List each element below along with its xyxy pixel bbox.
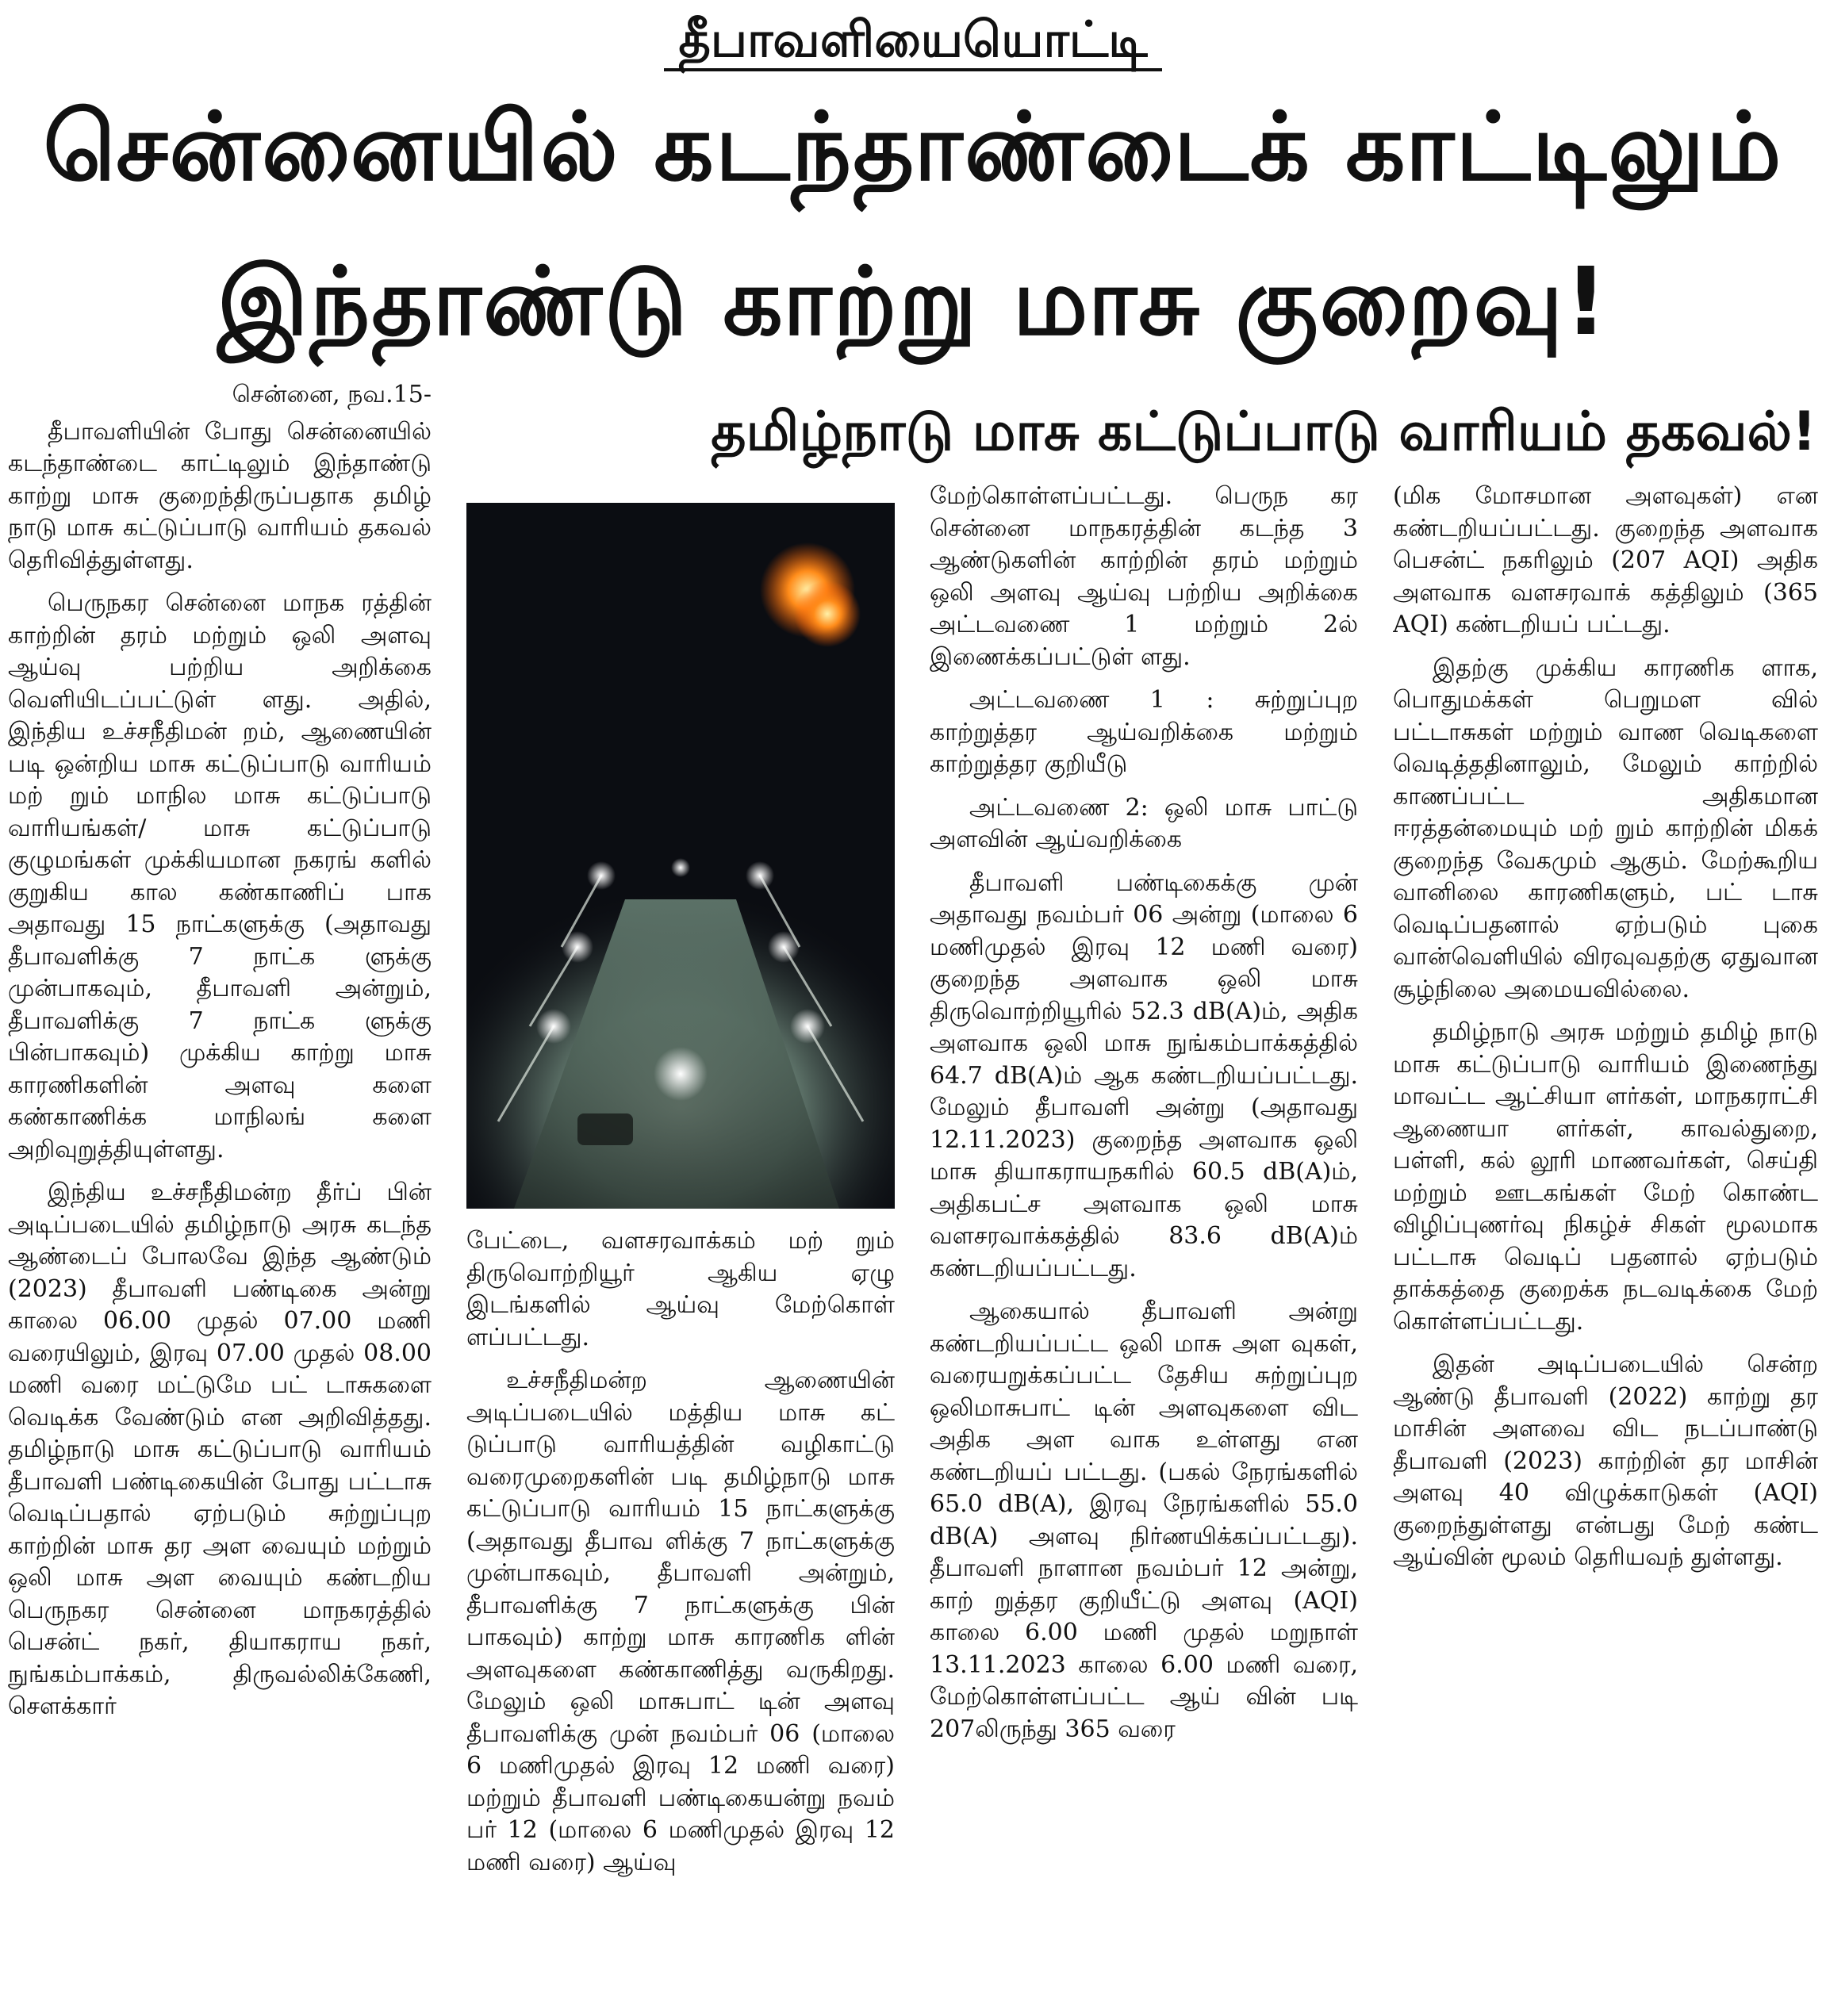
article-column-2 (466, 1225, 895, 2013)
paragraph: தீபாவளியின் போது சென்னையில் கடந்தாண்டை காட்டிலும் இந்தாண்டு காற்று மாசு குறைந்திருப்பதாக தமிழ் நாடு மாசு கட்டுப்பாடு வாரியம் தகவல் தெரிவித்துள்ளது. (8, 417, 432, 574)
kicker-text: தீபாவளியையொட்டி (664, 10, 1161, 71)
photo-car (577, 1113, 633, 1145)
paragraph: இதற்கு முக்கிய காரணிக ளாக, பொதுமக்கள் பெறுமள வில் பட்டாசுகள் மற்றும் வாண வெடிகளை வெடித்ததினாலும், மேலும் காற்றில் காணப்பட்ட அதிகமான ஈரத்தன்மையும் மற் றும் காற்றின் மிகக் குறைந்த வேகமும் ஆகும். மேற்கூறிய வானிலை காரணிகளும், பட் டாசு வெடிப்பதனால் ஏற்படும் புகை வான்வெளியில் விரவுவதற்கு ஏதுவான சூழ்நிலை அமையவில்லை. (1393, 653, 1818, 1003)
article-column-3 (930, 481, 1358, 2013)
table-reference-1: அட்டவணை 1 : சுற்றுப்புற காற்றுத்தர ஆய்வறிக்கை மற்றும் காற்றுத்தர குறியீடு (930, 686, 1358, 778)
paragraph: தமிழ்நாடு அரசு மற்றும் தமிழ் நாடு மாசு கட்டுப்பாடு வாரியம் இணைந்து மாவட்ட ஆட்சியா ளர்கள், மாநகராட்சி ஆணையா ளர்கள், காவல்துறை, பள்ளி, கல் லூரி மாணவர்கள், செய்தி மற்றும் ஊடகங்கள் மேற் கொண்ட விழிப்புணர்வு நிகழ்ச் சிகள் மூலமாக பட்டாசு வெடிப் பதனால் ஏற்படும் தாக்கத்தை குறைக்க நடவடிக்கை மேற் கொள்ளப்பட்டது. (1393, 1018, 1818, 1336)
table-reference-2: அட்டவணை 2: ஒலி மாசு பாட்டு அளவின் ஆய்வறிக்கை (930, 793, 1358, 853)
paragraph: இதன் அடிப்படையில் சென்ற ஆண்டு தீபாவளி (2022) காற்று தர மாசின் அளவை விட நடப்பாண்டு தீபாவளி (2023) காற்றின் தர மாசின் அளவு 40 விழுக்காடுகள் (AQI) குறைந்துள்ளது என்பது மேற் கண்ட ஆய்வின் மூலம் தெரியவந் துள்ளது. (1393, 1351, 1818, 1571)
dateline: சென்னை, நவ.15- (232, 381, 432, 408)
paragraph: மேற்கொள்ளப்பட்டது. பெருந கர சென்னை மாநகரத்தின் கடந்த 3 ஆண்டுகளின் காற்றின் தரம் மற்றும் ஒலி அளவு ஆய்வு பற்றிய அறிக்கை அட்டவணை 1 மற்றும் 2ல் இணைக்கப்பட்டுள் ளது. (930, 482, 1358, 671)
article-column-4 (1393, 481, 1818, 2013)
paragraph: பேட்டை, வளசரவாக்கம் மற் றும் திருவொற்றியூர் ஆகிய ஏழு இடங்களில் ஆய்வு மேற்கொள் ளப்பட்டது. (466, 1227, 895, 1351)
headline-line-1: சென்னையில் கடந்தாண்டைக் காட்டிலும் (43, 92, 1783, 201)
article-column-1 (8, 379, 432, 2013)
photo-headlight (654, 1047, 708, 1101)
paragraph: (மிக மோசமான அளவுகள்) என கண்டறியப்பட்டது. குறைந்த அளவாக பெசன்ட் நகரிலும் (207 AQI) அதிக அளவாக வளசரவாக் கத்திலும் (365 AQI) கண்டறியப் பட்டது. (1393, 482, 1818, 638)
paragraph: உச்சநீதிமன்ற ஆணையின் அடிப்படையில் மத்திய மாசு கட் டுப்பாடு வாரியத்தின் வழிகாட்டு வரைமுறைகளின் படி தமிழ்நாடு மாசு கட்டுப்பாடு வாரியம் 15 நாட்களுக்கு (அதாவது தீபாவ ளிக்கு 7 நாட்களுக்கு முன்பாகவும், தீபாவளி அன்றும், தீபாவளிக்கு 7 நாட்களுக்கு பின் பாகவும்) காற்று மாசு காரணிக ளின் அளவுகளை கண்காணித்து வருகிறது. மேலும் ஒலி மாசுபாட் டின் அளவு தீபாவளிக்கு முன் நவம்பர் 06 (மாலை 6 மணிமுதல் இரவு 12 மணி வரை) மற்றும் தீபாவளி பண்டிகையன்று நவம் பர் 12 (மாலை 6 மணிமுதல் இரவு 12 மணி வரை) ஆய்வு (466, 1366, 895, 1876)
paragraph: ஆகையால் தீபாவளி அன்று கண்டறியப்பட்ட ஒலி மாசு அள வுகள், வரையறுக்கப்பட்ட தேசிய சுற்றுப்புற ஒலிமாசுபாட் டின் அளவுகளை விட அதிக அள வாக உள்ளது என கண்டறியப் பட்டது. (பகல் நேரங்களில் 65.0 dB(A), இரவு நேரங்களில் 55.0 dB(A) அளவு நிர்ணயிக்கப்பட்டது). தீபாவளி நாளான நவம்பர் 12 அன்று, காற் றுத்தர குறியீட்டு அளவு (AQI) காலை 6.00 மணி முதல் மறுநாள் 13.11.2023 காலை 6.00 மணி வரை, மேற்கொள்ளப்பட்ட ஆய் வின் படி 207லிருந்து 365 வரை (930, 1297, 1358, 1743)
paragraph: தீபாவளி பண்டிகைக்கு முன் அதாவது நவம்பர் 06 அன்று (மாலை 6 மணிமுதல் இரவு 12 மணி வரை) குறைந்த அளவாக ஒலி மாசு திருவொற்றியூரில் 52.3 dB(A)ம், அதிக அளவாக ஒலி மாசு நுங்கம்பாக்கத்தில் 64.7 dB(A)ம் ஆக கண்டறியப்பட்டது. மேலும் தீபாவளி அன்று (அதாவது 12.11.2023) குறைந்த அளவாக ஒலி மாசு தியாகராயநகரில் 60.5 dB(A)ம், அதிகபட்ச அளவாக ஒலி மாசு வளசரவாக்கத்தில் 83.6 dB(A)ம் கண்டறியப்பட்டது. (930, 868, 1358, 1282)
kicker (0, 6, 1826, 73)
headline-line-2: இந்தாண்டு காற்று மாசு குறைவு! (217, 247, 1609, 356)
paragraph: பெருநகர சென்னை மாநக ரத்தின் காற்றின் தரம் மற்றும் ஒலி அளவு ஆய்வு பற்றிய அறிக்கை வெளியிடப்பட்டுள் ளது. அதில், இந்திய உச்சநீதிமன் றம், ஆணையின் படி ஒன்றிய மாசு கட்டுப்பாடு வாரியம் மற் றும் மாநில மாசு கட்டுப்பாடு வாரியங்கள்/ மாசு கட்டுப்பாடு குழுமங்கள் முக்கியமான நகரங் களில் குறுகிய கால கண்காணிப் பாக அதாவது 15 நாட்களுக்கு (அதாவது தீபாவளிக்கு 7 நாட்க ளுக்கு முன்பாகவும், தீபாவளி அன்றும், தீபாவளிக்கு 7 நாட்க ளுக்கு பின்பாகவும்) முக்கிய காற்று மாசு காரணிகளின் அளவு களை கண்காணிக்க மாநிலங் களை அறிவுறுத்தியுள்ளது. (8, 589, 432, 1163)
news-photo-foggy-road-fireworks (466, 503, 895, 1209)
subheadline: தமிழ்நாடு மாசு கட்டுப்பாடு வாரியம் தகவல்! (711, 401, 1816, 463)
paragraph: இந்திய உச்சநீதிமன்ற தீர்ப் பின் அடிப்படையில் தமிழ்நாடு அரசு கடந்த ஆண்டைப் போலவே இந்த ஆண்டும் (2023) தீபாவளி பண்டிகை அன்று காலை 06.00 முதல் 07.00 மணி வரையிலும், இரவு 07.00 முதல் 08.00 மணி வரை மட்டுமே பட் டாசுகளை வெடிக்க வேண்டும் என அறிவித்தது. தமிழ்நாடு மாசு கட்டுப்பாடு வாரியம் தீபாவளி பண்டிகையின் போது பட்டாசு வெடிப்பதால் ஏற்படும் சுற்றுப்புற காற்றின் மாசு தர அள வையும் மற்றும் ஒலி மாசு அள வையும் கண்டறிய பெருநகர சென்னை மாநகரத்தில் பெசன்ட் நகர், தியாகராய நகர், நுங்கம்பாக்கம், திருவல்லிக்கேணி, சௌக்கார் (8, 1179, 432, 1720)
